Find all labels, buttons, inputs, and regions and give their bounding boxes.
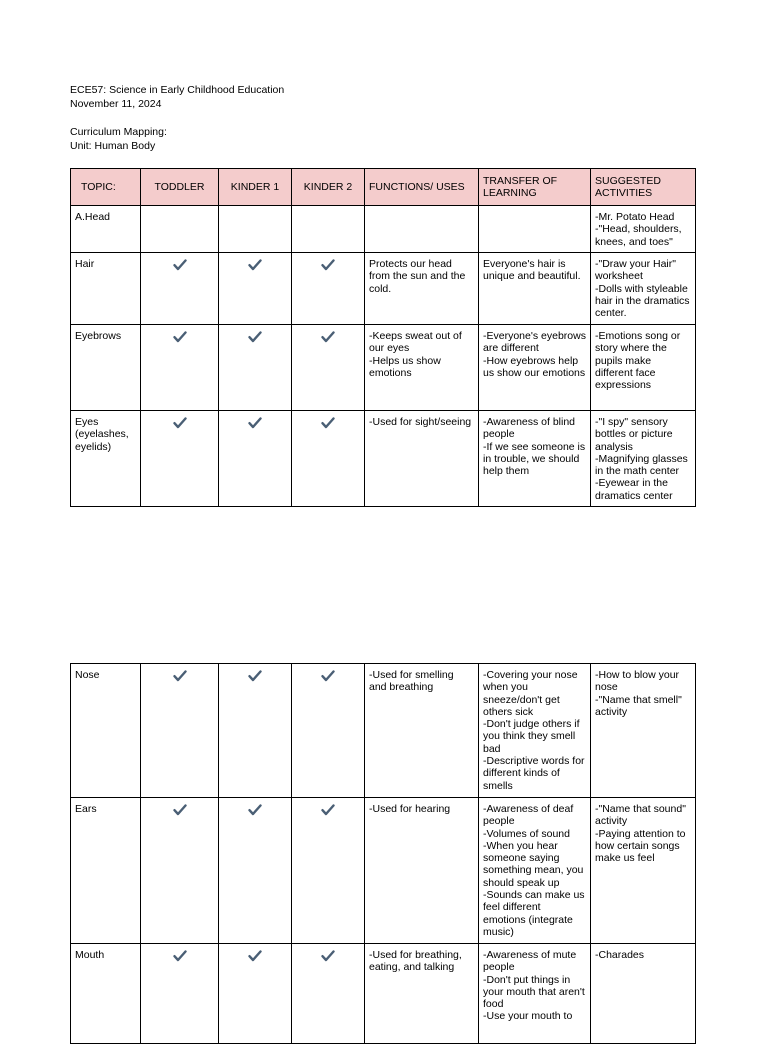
functions-cell-line: -Used for sight/seeing	[369, 416, 472, 428]
functions-cell	[365, 411, 479, 507]
topic-cell: Ears	[71, 798, 141, 944]
check-icon	[321, 334, 335, 346]
activities-cell-line: -Mr. Potato Head	[595, 211, 675, 223]
functions-cell	[365, 944, 479, 1044]
functions-cell-line: Protects our head from the sun and the cold.	[369, 258, 466, 295]
activities-cell-line: -Dolls with styleable hair in the dramatics center.	[595, 282, 690, 320]
kinder1-cell	[219, 798, 292, 944]
table-row	[71, 253, 696, 325]
kinder1-cell	[219, 411, 292, 507]
kinder2-cell	[292, 944, 365, 1044]
transfer-cell-line: -If we see someone is in trouble, we should help them	[483, 440, 586, 478]
toddler-cell	[141, 325, 219, 411]
activities-cell-line: -Emotions song or story where the pupils make different face expressions	[595, 330, 681, 392]
transfer-cell-line: -Everyone's eyebrows are different	[483, 330, 586, 355]
transfer-cell	[479, 798, 591, 944]
curriculum-table-page2	[70, 663, 696, 1044]
activities-cell-line: -"Name that smell" activity	[595, 693, 682, 718]
transfer-cell-line: -Descriptive words for different kinds of smells	[483, 755, 585, 792]
check-icon	[173, 262, 187, 274]
document-date: November 11, 2024	[70, 98, 162, 110]
topic-cell: Eyebrows	[71, 325, 141, 411]
document-header	[70, 83, 284, 153]
functions-cell	[365, 325, 479, 411]
check-icon	[248, 673, 262, 685]
transfer-cell	[479, 206, 591, 253]
header-cell: TOPIC:	[71, 169, 141, 206]
check-icon	[321, 673, 335, 685]
transfer-cell-line: -When you hear someone saying something mean, you should speak up	[483, 839, 584, 889]
course-title: ECE57: Science in Early Childhood Education	[70, 84, 285, 96]
functions-cell-line: -Keeps sweat out of our eyes	[369, 330, 462, 355]
check-icon	[173, 420, 187, 432]
check-icon	[248, 262, 262, 274]
kinder1-cell	[219, 664, 292, 798]
transfer-cell-line: -Sounds can make us feel different emotions (integrate music)	[483, 889, 585, 938]
kinder2-cell	[292, 325, 365, 411]
check-icon	[173, 334, 187, 346]
transfer-cell	[479, 325, 591, 411]
transfer-cell	[479, 664, 591, 798]
transfer-cell-line: -Don't put things in your mouth that aren't food	[483, 973, 585, 1011]
table-header-row	[71, 169, 696, 206]
functions-cell	[365, 798, 479, 944]
toddler-cell	[141, 664, 219, 798]
transfer-cell	[479, 944, 591, 1044]
activities-cell	[591, 206, 696, 253]
activities-cell	[591, 325, 696, 411]
functions-cell	[365, 664, 479, 798]
functions-cell	[365, 206, 479, 253]
kinder1-cell	[219, 253, 292, 325]
table-row	[71, 411, 696, 507]
activities-cell	[591, 411, 696, 507]
transfer-cell-line: -Volumes of sound	[483, 827, 570, 840]
activities-cell-line: -Eyewear in the dramatics center	[595, 477, 673, 502]
mapping-label: Curriculum Mapping:	[70, 126, 167, 138]
header-cell: TODDLER	[141, 169, 219, 206]
transfer-cell-line: -Awareness of deaf people	[483, 803, 574, 828]
kinder2-cell	[292, 253, 365, 325]
check-icon	[173, 953, 187, 965]
check-icon	[173, 807, 187, 819]
activities-cell-line: -Magnifying glasses in the math center	[595, 452, 688, 478]
header-cell: SUGGESTED ACTIVITIES	[591, 169, 696, 206]
activities-cell	[591, 253, 696, 325]
functions-cell-line: -Used for hearing	[369, 803, 451, 815]
activities-cell-line: -"I spy" sensory bottles or picture analysis	[595, 416, 673, 453]
table-row	[71, 944, 696, 1044]
kinder2-cell	[292, 206, 365, 253]
check-icon	[173, 673, 187, 685]
header-cell: KINDER 2	[292, 169, 365, 206]
transfer-cell-line: -Don't judge others if you think they smell bad	[483, 718, 580, 755]
toddler-cell	[141, 944, 219, 1044]
check-icon	[321, 953, 335, 965]
table-row	[71, 798, 696, 944]
activities-cell-line: -How to blow your nose	[595, 669, 680, 694]
check-icon	[321, 420, 335, 432]
functions-cell-line: -Used for breathing, eating, and talking	[369, 949, 462, 974]
kinder1-cell	[219, 944, 292, 1044]
kinder1-cell	[219, 325, 292, 411]
kinder2-cell	[292, 664, 365, 798]
functions-cell-line: -Used for smelling and breathing	[369, 669, 454, 694]
header-cell: TRANSFER OF LEARNING	[479, 169, 591, 206]
activities-cell-line: -Paying attention to how certain songs make us feel	[595, 827, 686, 865]
transfer-cell-line: -How eyebrows help us show our emotions	[483, 354, 586, 379]
functions-cell-line: -Helps us show emotions	[369, 354, 441, 379]
header-cell: KINDER 1	[219, 169, 292, 206]
activities-cell	[591, 944, 696, 1044]
table-row	[71, 664, 696, 798]
check-icon	[248, 807, 262, 819]
activities-cell-line: -"Head, shoulders, knees, and toes"	[595, 223, 682, 248]
check-icon	[248, 420, 262, 432]
transfer-cell-line: -Awareness of mute people	[483, 949, 577, 974]
activities-cell-line: -Charades	[595, 949, 645, 961]
transfer-cell	[479, 411, 591, 507]
activities-cell-line: -"Draw your Hair" worksheet	[595, 258, 676, 283]
kinder1-cell	[219, 206, 292, 253]
activities-cell	[591, 798, 696, 944]
curriculum-table-page1	[70, 168, 696, 507]
check-icon	[248, 953, 262, 965]
header-cell: FUNCTIONS/ USES	[365, 169, 479, 206]
kinder2-cell	[292, 411, 365, 507]
transfer-cell-line: -Covering your nose when you sneeze/don't get others sick	[483, 669, 578, 718]
topic-cell: Mouth	[71, 944, 141, 1044]
topic-cell: Nose	[71, 664, 141, 798]
check-icon	[321, 807, 335, 819]
toddler-cell	[141, 206, 219, 253]
topic-cell: Hair	[71, 253, 141, 325]
topic-cell: Eyes (eyelashes, eyelids)	[71, 411, 141, 507]
transfer-cell-line: -Use your mouth to	[483, 1010, 573, 1023]
transfer-cell-line: Everyone's hair is unique and beautiful.	[483, 258, 581, 283]
kinder2-cell	[292, 798, 365, 944]
transfer-cell	[479, 253, 591, 325]
functions-cell	[365, 253, 479, 325]
transfer-cell-line: -Awareness of blind people	[483, 416, 576, 441]
table-row	[71, 325, 696, 411]
toddler-cell	[141, 411, 219, 507]
unit-label: Unit: Human Body	[70, 140, 156, 152]
check-icon	[248, 334, 262, 346]
check-icon	[321, 262, 335, 274]
topic-cell: A.Head	[71, 206, 141, 253]
activities-cell-line: -"Name that sound" activity	[595, 803, 686, 828]
activities-cell	[591, 664, 696, 798]
toddler-cell	[141, 253, 219, 325]
table-row	[71, 206, 696, 253]
toddler-cell	[141, 798, 219, 944]
